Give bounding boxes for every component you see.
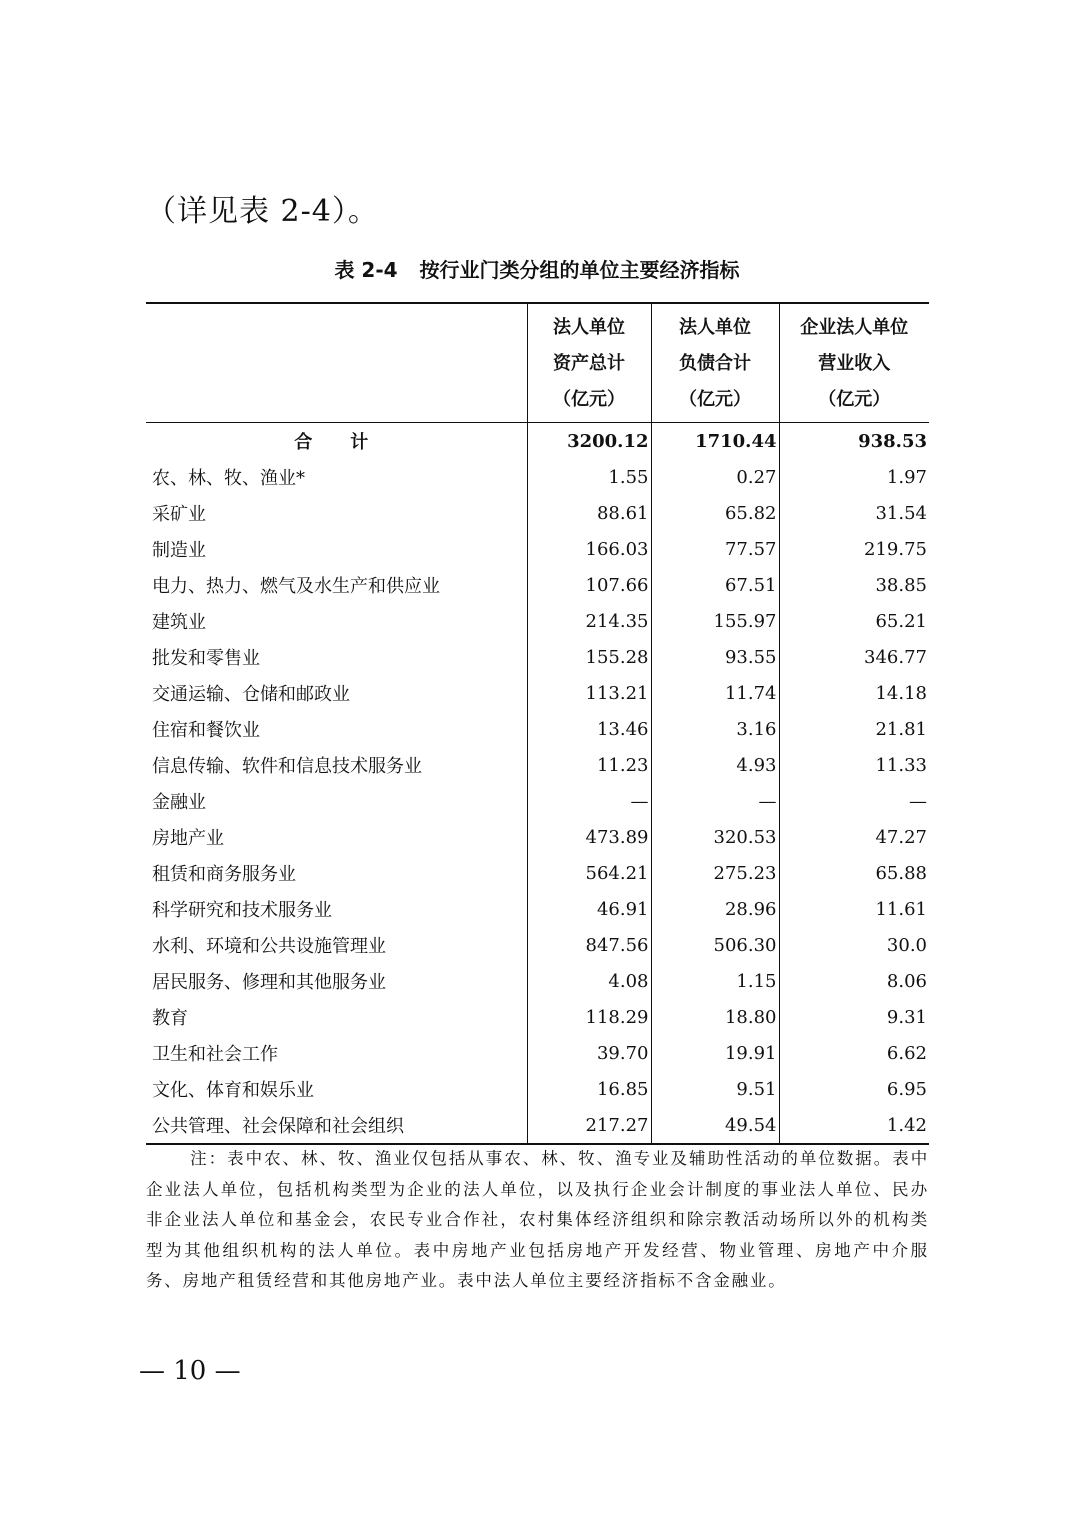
cell-liabilities: 28.96 [651, 891, 779, 927]
cell-label: 制造业 [152, 540, 206, 561]
cell-label: 信息传输、软件和信息技术服务业 [152, 756, 422, 777]
cell-liabilities: 1.15 [651, 963, 779, 999]
cell-liabilities: 155.97 [651, 603, 779, 639]
cell-assets: 166.03 [527, 531, 651, 567]
table-row [146, 675, 929, 711]
table-row-total [146, 423, 929, 460]
cell-assets: 107.66 [527, 567, 651, 603]
table-row [146, 495, 929, 531]
table-note-text: 注：表中农、林、牧、渔业仅包括从事农、林、牧、渔专业及辅助性活动的单位数据。表中企业法人单位，包括机构类型为企业的法人单位，以及执行企业会计制度的事业法人单位、民办非企业法人单位和基金会，农民专业合作社，农村集体经济组织和除宗教活动场所以外的机构类型为其他组织机构的法人单位。表中房地产业包括房地产开发经营、物业管理、房地产中介服务、房地产租赁经营和其他房地产业。表中法人单位主要经济指标不含金融业。 [146, 1149, 929, 1290]
cell-liabilities: 19.91 [651, 1035, 779, 1071]
header-liabilities [651, 303, 779, 423]
cell-liabilities: 67.51 [651, 567, 779, 603]
cell-label: 科学研究和技术服务业 [152, 900, 332, 921]
cell-liabilities: — [651, 783, 779, 819]
table-row [146, 459, 929, 495]
header-assets [527, 303, 651, 423]
header-line: 资产总计 [553, 353, 625, 374]
cell-assets: 16.85 [527, 1071, 651, 1107]
cell-revenue: 21.81 [779, 711, 929, 747]
cell-revenue: 219.75 [779, 531, 929, 567]
table-row [146, 1035, 929, 1071]
cell-assets: 473.89 [527, 819, 651, 855]
table-row [146, 711, 929, 747]
header-line [146, 310, 527, 346]
table-row [146, 891, 929, 927]
cell-label: 租赁和商务服务业 [152, 864, 296, 885]
table-row [146, 1071, 929, 1107]
cell-revenue: 11.33 [779, 747, 929, 783]
cell-assets: 217.27 [527, 1107, 651, 1144]
lead-text: （详见表 2-4）。 [146, 194, 379, 229]
cell-revenue: 346.77 [779, 639, 929, 675]
cell-label: 居民服务、修理和其他服务业 [152, 972, 386, 993]
cell-label: 教育 [152, 1008, 188, 1029]
cell-liabilities: 18.80 [651, 999, 779, 1035]
table-note [146, 1144, 929, 1297]
cell-label: 合 计 [294, 432, 379, 453]
table-row [146, 531, 929, 567]
table-row [146, 567, 929, 603]
cell-liabilities: 1710.44 [651, 423, 779, 460]
cell-label: 卫生和社会工作 [152, 1044, 278, 1065]
cell-revenue: 938.53 [779, 423, 929, 460]
cell-revenue: 38.85 [779, 567, 929, 603]
table-row [146, 747, 929, 783]
cell-liabilities: 506.30 [651, 927, 779, 963]
table-caption [0, 254, 1074, 283]
cell-label: 公共管理、社会保障和社会组织 [152, 1116, 404, 1137]
cell-liabilities: 4.93 [651, 747, 779, 783]
header-line: 负债合计 [679, 353, 751, 374]
header-line: 企业法人单位 [800, 317, 909, 338]
cell-label: 水利、环境和公共设施管理业 [152, 936, 386, 957]
cell-liabilities: 9.51 [651, 1071, 779, 1107]
cell-label: 批发和零售业 [152, 648, 260, 669]
cell-liabilities: 11.74 [651, 675, 779, 711]
table-row [146, 855, 929, 891]
cell-assets: 1.55 [527, 459, 651, 495]
cell-assets: 13.46 [527, 711, 651, 747]
cell-label: 交通运输、仓储和邮政业 [152, 684, 350, 705]
cell-liabilities: 275.23 [651, 855, 779, 891]
cell-assets: 847.56 [527, 927, 651, 963]
cell-assets: 113.21 [527, 675, 651, 711]
cell-label: 文化、体育和娱乐业 [152, 1080, 314, 1101]
cell-liabilities: 65.82 [651, 495, 779, 531]
cell-revenue: 31.54 [779, 495, 929, 531]
cell-label: 住宿和餐饮业 [152, 720, 260, 741]
cell-label: 房地产业 [152, 828, 224, 849]
cell-assets: 564.21 [527, 855, 651, 891]
cell-revenue: 9.31 [779, 999, 929, 1035]
header-line [146, 346, 527, 382]
table-row [146, 819, 929, 855]
header-line: （亿元） [553, 389, 625, 410]
table-row [146, 999, 929, 1035]
cell-revenue: 47.27 [779, 819, 929, 855]
table-title: 按行业门类分组的单位主要经济指标 [419, 258, 740, 282]
cell-label: 采矿业 [152, 504, 206, 525]
cell-revenue: 14.18 [779, 675, 929, 711]
cell-liabilities: 320.53 [651, 819, 779, 855]
cell-revenue: 30.0 [779, 927, 929, 963]
cell-assets: 88.61 [527, 495, 651, 531]
header-line: （亿元） [679, 389, 751, 410]
cell-assets: 214.35 [527, 603, 651, 639]
cell-liabilities: 49.54 [651, 1107, 779, 1144]
table-row [146, 927, 929, 963]
table-header-row [146, 303, 929, 423]
cell-label: 金融业 [152, 792, 206, 813]
cell-label: 农、林、牧、渔业* [152, 468, 305, 489]
cell-revenue: 6.95 [779, 1071, 929, 1107]
cell-assets: 39.70 [527, 1035, 651, 1071]
cell-revenue: 8.06 [779, 963, 929, 999]
header-line: 法人单位 [553, 317, 625, 338]
cell-liabilities: 93.55 [651, 639, 779, 675]
table-row [146, 639, 929, 675]
cell-assets: — [527, 783, 651, 819]
header-line: 营业收入 [818, 353, 891, 374]
header-line: （亿元） [818, 389, 891, 410]
cell-revenue: 1.42 [779, 1107, 929, 1144]
cell-revenue: 1.97 [779, 459, 929, 495]
header-industry [146, 303, 527, 423]
cell-liabilities: 0.27 [651, 459, 779, 495]
cell-label: 电力、热力、燃气及水生产和供应业 [152, 576, 440, 597]
table-row [146, 1107, 929, 1144]
cell-revenue: 65.88 [779, 855, 929, 891]
cell-revenue: — [779, 783, 929, 819]
header-line [146, 382, 527, 418]
cell-assets: 3200.12 [527, 423, 651, 460]
cell-revenue: 11.61 [779, 891, 929, 927]
economic-indicators-table [146, 302, 929, 1145]
page-number: — 10 — [139, 1356, 241, 1386]
cell-assets: 4.08 [527, 963, 651, 999]
table-row [146, 963, 929, 999]
table-number: 表 2-4 [334, 258, 398, 282]
header-line: 法人单位 [679, 317, 751, 338]
cell-assets: 46.91 [527, 891, 651, 927]
cell-liabilities: 77.57 [651, 531, 779, 567]
cell-revenue: 6.62 [779, 1035, 929, 1071]
cell-assets: 118.29 [527, 999, 651, 1035]
cell-assets: 155.28 [527, 639, 651, 675]
cell-liabilities: 3.16 [651, 711, 779, 747]
cell-label: 建筑业 [152, 612, 206, 633]
table-row [146, 603, 929, 639]
header-revenue [779, 303, 929, 423]
table-row [146, 783, 929, 819]
cell-revenue: 65.21 [779, 603, 929, 639]
cell-assets: 11.23 [527, 747, 651, 783]
